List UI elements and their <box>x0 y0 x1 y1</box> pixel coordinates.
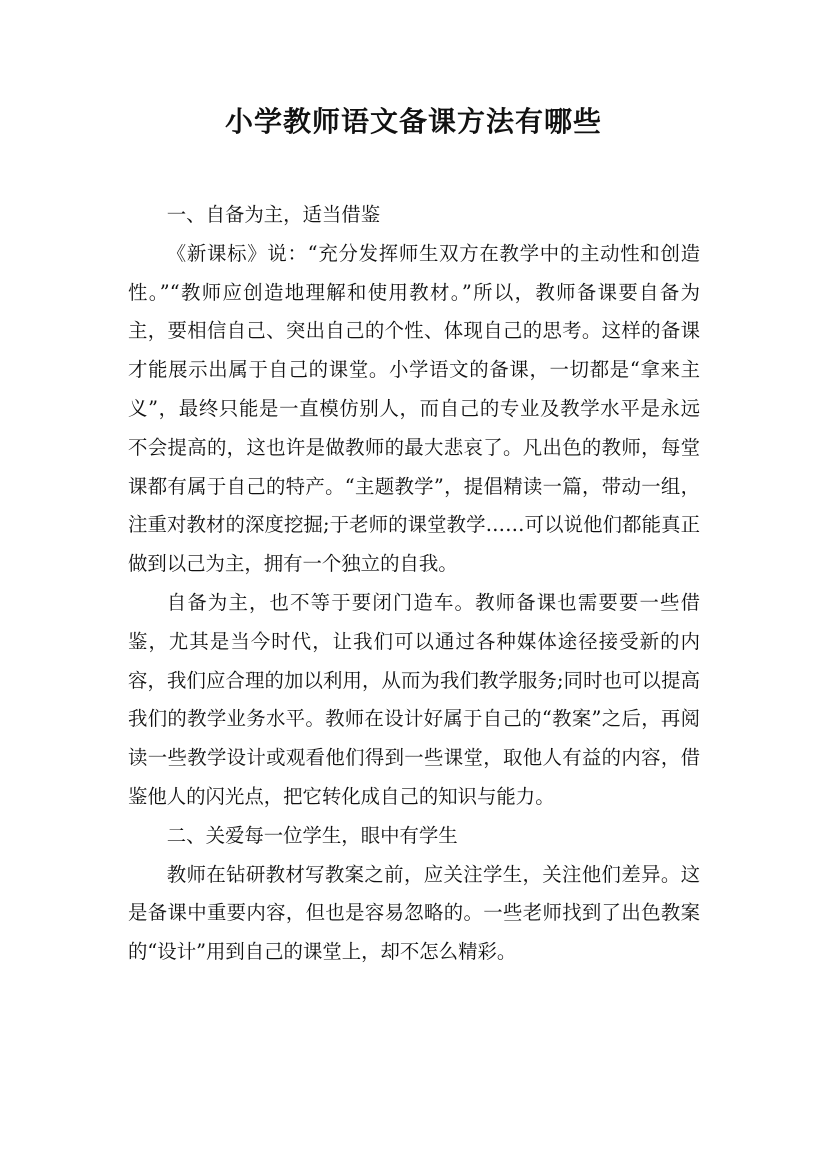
section-heading: 二、关爱每一位学生，眼中有学生 <box>166 823 458 847</box>
paragraph: 教师在钻研教材写教案之前，应关注学生，关注他们差异。这是备课中重要内容，但也是容易忽略的。一些老师找到了出色教案的“设计”用到自己的课堂上，却不怎么精彩。 <box>128 862 700 964</box>
document-body <box>128 196 700 972</box>
paragraph: 《新课标》说：“充分发挥师生双方在教学中的主动性和创造性。”“教师应创造地理解和使用教材。”所以，教师备课要自备为主，要相信自己、突出自己的个性、体现自己的思考。这样的备课才能展示出属于自己的课堂。小学语文的备课，一切都是“拿来主义”，最终只能是一直模仿别人，而自己的专业及教学水平是永远不会提高的，这也许是做教师的最大悲哀了。凡出色的教师，每堂课都有属于自己的特产。“主题教学”，提倡精读一篇，带动一组，注重对教材的深度挖掘;于老师的课堂教学……可以说他们都能真正做到以己为主，拥有一个独立的自我。 <box>128 241 700 576</box>
section-heading: 一、自备为主，适当借鉴 <box>166 203 381 226</box>
paragraph: 自备为主，也不等于要闭门造车。教师备课也需要要一些借鉴，尤其是当今时代，让我们可以通过各种媒体途径接受新的内容，我们应合理的加以利用，从而为我们教学服务;同时也可以提高我们的教学业务水平。教师在设计好属于自己的“教案”之后，再阅读一些教学设计或观看他们得到一些课堂，取他人有益的内容，借鉴他人的闪光点，把它转化成自己的知识与能力。 <box>128 590 700 808</box>
page-title: 小学教师语文备课方法有哪些 <box>224 105 602 138</box>
